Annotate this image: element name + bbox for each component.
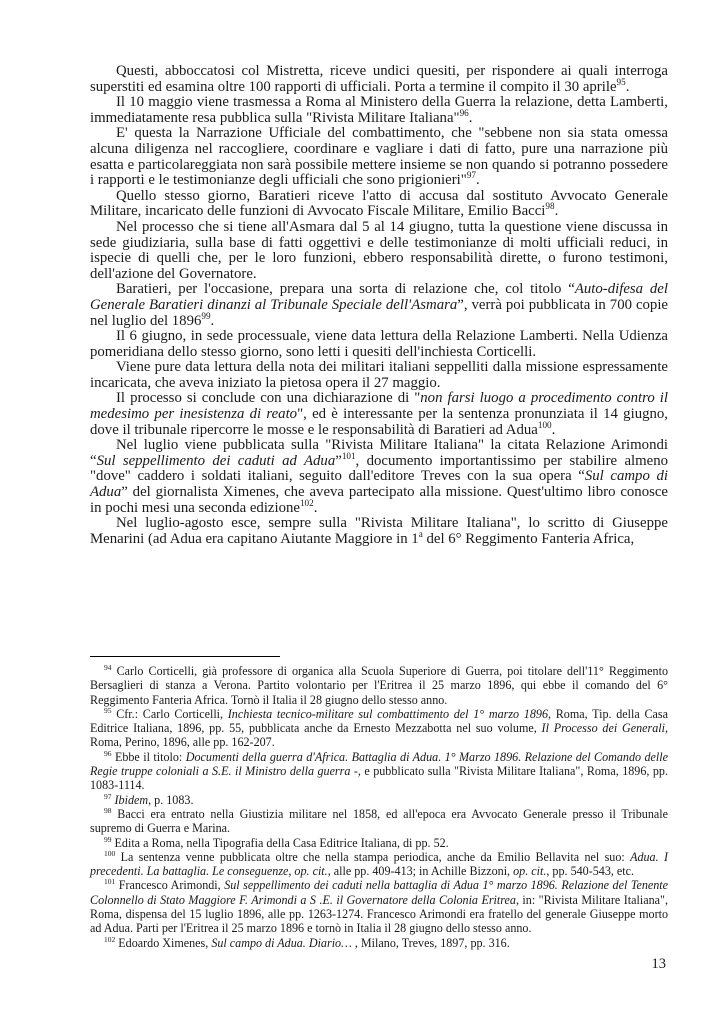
paragraph: Nel luglio viene pubblicata sulla "Rivista Militare Italiana" la citata Relazione Arimondi “Sul seppellimento dei caduti ad Adua”$^{101}$, documento importantissimo per stabilire almeno "dove" caddero i soldati italiani, seguito dall'editore Treves con la sua opera “Sul campo di Adua” del giornalista Ximenes, che aveva partecipato alla missione. Quest'ultimo libro conosce in pochi mesi una seconda edizione$^{102}$. (90, 437, 669, 516)
footnote: $^{96}$ Ebbe il titolo: Documenti della guerra d'Africa. Battaglia di Adua. 1° Marzo 1896. Relazione del Comando delle Regie truppe coloniali a S.E. il Ministro della guerra -, e pubblicato sulla "Rivista Militare Italiana", Roma, 1896, pp. 1083-1114. (90, 748, 668, 793)
paragraph: Quello stesso giorno, Baratieri riceve l'atto di accusa dal sostituto Avvocato Generale Militare, incaricato delle funzioni di Avvocato Fiscale Militare, Emilio Bacci$^{98}$. (90, 187, 668, 220)
main-text (90, 64, 668, 547)
footnote: $^{97}$ Ibidem, p. 1083. (104, 791, 194, 807)
footnote-ref: 96 (459, 107, 469, 118)
paragraph: Il 10 maggio viene trasmessa a Roma al Ministero della Guerra la relazione, detta Lamberti, immediatamente resa pubblica sulla "Rivista Militare Italiana"$^{96}$. (90, 94, 668, 126)
footnote: $^{101}$ Francesco Arimondi, Sul seppellimento dei caduti nella battaglia di Adua 1° marzo 1896. Relazione del Tenente Colonnello di Stato Maggiore F. Arimondi a S .E. il Governatore della Colonia Eritrea, in: "Rivista Militare Italiana", Roma, dispensa del 15 luglio 1896, alle pp. 1263-1274. Francesco Arimondi era fratello del generale Giuseppe morto ad Adua. Parti per l'Eritrea il 25 marzo 1896 e tornò in Italia il 28 giugno dello stesso anno. (90, 877, 669, 936)
footnote-ref: 101 (341, 450, 356, 461)
footnote: $^{95}$ Cfr.: Carlo Corticelli, Inchiesta tecnico-militare sul combattimento del 1° marzo 1896, Roma, Tip. della Casa Editrice Italiana, 1896, pp. 55, pubblicata anche da Ernesto Mezzabotta nel suo volume, Il Processo dei Generali, Roma, Perino, 1896, alle pp. 162-207. (90, 705, 669, 750)
footnote-ref: 95 (616, 76, 626, 87)
paragraph: Nel processo che si tiene all'Asmara dal 5 al 14 giugno, tutta la questione viene discussa in sede giudiziaria, sulla base di fatti oggettivi e delle testimonianze di molti ufficiali reduci, in ispecie di quelli che, per le loro funzioni, ebbero responsabilità dirette, o furono testimoni, dell'azione del Governatore. (90, 218, 668, 282)
footnote-ref: 99 (201, 310, 211, 321)
paragraph: Questi, abboccatosi col Mistretta, riceve undici quesiti, per rispondere ai quali interroga superstiti ed esamina oltre 100 rapporti di ufficiali. Porta a termine il compito il 30 aprile$^{95}$. (90, 63, 668, 95)
paragraph: Il processo si conclude con una dichiarazione di "non farsi luogo a procedimento contro il medesimo per inesistenza di reato", ed è interessante per la sentenza pronunziata il 14 giugno, dove il tribunale ripercorre le mosse e le responsabilità di Baratieri ad Adua$^{100}$. (90, 390, 668, 438)
footnote-ref: 102 (299, 497, 314, 508)
paragraph: Il 6 giugno, in sede processuale, viene data lettura della Relazione Lamberti. Nella Udienza pomeridiana dello stesso giorno, sono letti i quesiti dell'inchiesta Corticelli. (90, 328, 668, 360)
footnote: $^{102}$ Edoardo Ximenes, Sul campo di Adua. Diario… , Milano, Treves, 1897, pp. 316. (104, 934, 510, 950)
footnotes (90, 664, 668, 950)
paragraph: E' questa la Narrazione Ufficiale del combattimento, che "sebbene non sia stata omessa alcuna diligenza nel raccogliere, coordinare e vagliare i dati di fatto, pure una narrazione più esatta e particolareggiata non sarà possibile mettere insieme se non quando si potranno possedere i rapporti e le testimonianze degli ufficiali che sono prigionieri"$^{97}$. (90, 125, 668, 189)
footnote-ref: 98 (545, 201, 555, 212)
footnote: $^{99}$ Edita a Roma, nella Tipografia della Casa Editrice Italiana, di pp. 52. (104, 834, 449, 850)
page-number: 13 (651, 956, 666, 972)
footnote: $^{100}$ La sentenza venne pubblicata oltre che nella stampa periodica, anche da Emilio Bellavita nel suo: Adua. I precedenti. La battaglia. Le conseguenze, op. cit., alle pp. 409-413; in Achille Bizzoni, op. cit., pp. 540-543, etc. (90, 848, 668, 879)
footnote-divider (90, 656, 280, 657)
footnote: $^{94}$ Carlo Corticelli, già professore di organica alla Scuola Superiore di Guerra, poi titolare dell'11° Reggimento Bersaglieri di stanza a Verona. Partito volontario per l'Eritrea il 25 marzo 1896, qui ebbe il comando del 6° Reggimento Fanteria Africa. Tornò il Italia il 28 giugno dello stesso anno. (90, 662, 668, 707)
paragraph: Viene pure data lettura della nota dei militari italiani seppelliti dalla missione espressamente incaricata, che aveva iniziato la pietosa opera il 27 maggio. (90, 359, 668, 391)
paragraph: Nel luglio-agosto esce, sempre sulla "Rivista Militare Italiana", lo scritto di Giuseppe Menarini (ad Adua era capitano Aiutante Maggiore in 1$^a$ del 6° Reggimento Fanteria Africa, (90, 515, 668, 547)
footnote-ref: 100 (537, 419, 552, 430)
footnote-ref: 97 (466, 170, 476, 181)
paragraph: Baratieri, per l'occasione, prepara una sorta di relazione che, col titolo “Auto-difesa del Generale Baratieri dinanzi al Tribunale Speciale dell'Asmara”, verrà poi pubblicata in 700 copie nel luglio del 1896$^{99}$. (90, 281, 669, 329)
footnote: $^{98}$ Bacci era entrato nella Giustizia militare nel 1858, ed all'epoca era Avvocato Generale presso il Tribunale supremo di Guerra e Marina. (90, 805, 668, 836)
